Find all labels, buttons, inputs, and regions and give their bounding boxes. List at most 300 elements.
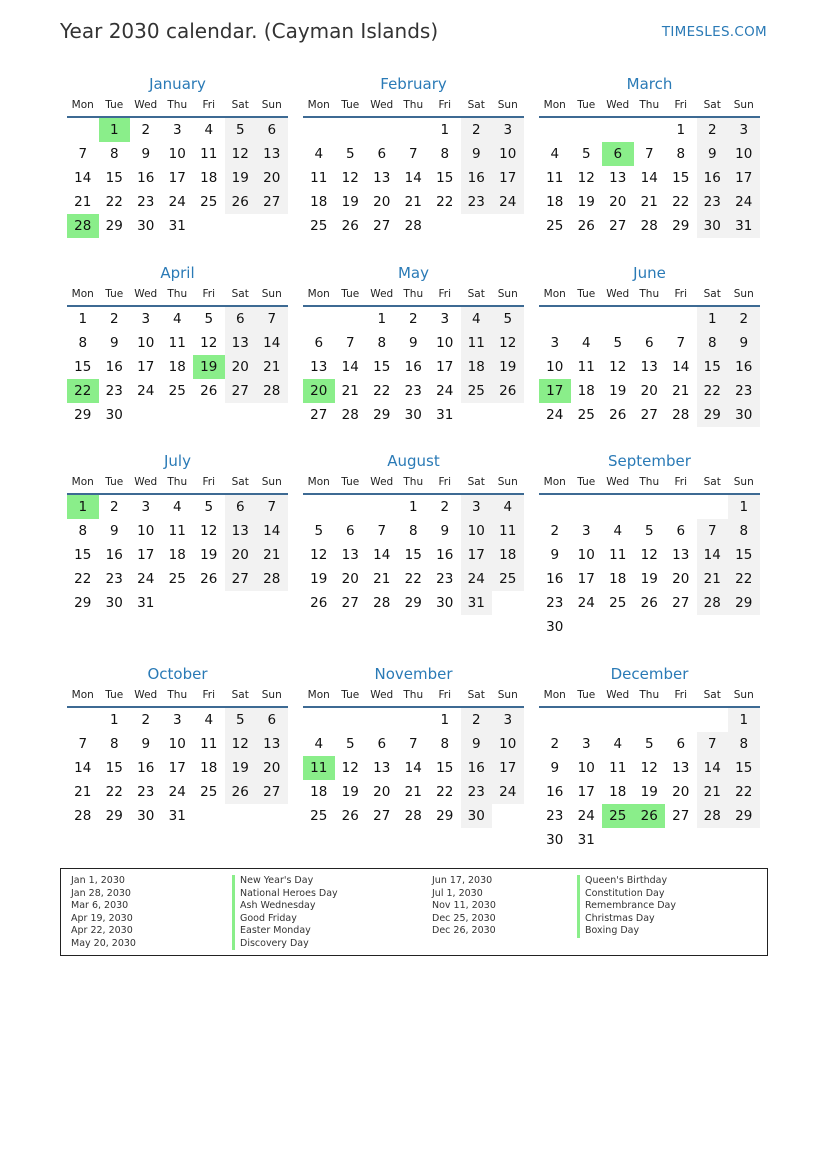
day-cell: 20 <box>640 383 658 399</box>
day-cell: 25 <box>577 407 595 423</box>
weekday-label: Wed <box>370 689 394 701</box>
day-cell: 5 <box>204 499 214 515</box>
day-cell: 28 <box>697 591 729 615</box>
day-cell: 20 <box>672 784 690 800</box>
empty-day <box>634 118 666 142</box>
day-cell: 31 <box>577 832 595 848</box>
day-cell: 24 <box>436 383 454 399</box>
legend-date: Nov 11, 2030 <box>432 900 496 911</box>
day-cell: 6 <box>676 523 686 539</box>
empty-day <box>335 708 367 732</box>
day-cell: 8 <box>78 523 88 539</box>
weekday-label: Wed <box>606 689 630 701</box>
day-cell: 18 <box>492 543 524 567</box>
month-name: June <box>633 264 666 282</box>
empty-day <box>303 495 335 519</box>
day-cell: 29 <box>105 218 123 234</box>
day-cell: 19 <box>225 166 257 190</box>
day-cell: 25 <box>168 571 186 587</box>
day-cell: 11 <box>577 359 595 375</box>
weekday-label: Sun <box>497 288 518 300</box>
day-cell: 3 <box>440 311 450 327</box>
day-cell: 31 <box>436 407 454 423</box>
weekday-label: Sun <box>733 689 754 701</box>
day-cell: 18 <box>546 194 564 210</box>
day-cell: 9 <box>109 523 119 539</box>
day-cell: 23 <box>436 571 454 587</box>
day-cell: 7 <box>697 519 729 543</box>
day-cell: 17 <box>492 166 524 190</box>
day-cell: 27 <box>672 595 690 611</box>
weekday-label: Fri <box>674 288 687 300</box>
weekday-label: Wed <box>606 476 630 488</box>
day-cell: 12 <box>225 732 257 756</box>
day-cell: 27 <box>640 407 658 423</box>
day-cell: 14 <box>341 359 359 375</box>
weekday-label: Sat <box>703 288 721 300</box>
page-title: Year 2030 calendar. (Cayman Islands) <box>60 19 439 43</box>
month-name: October <box>147 665 208 683</box>
day-cell: 7 <box>697 732 729 756</box>
day-cell: 13 <box>672 760 690 776</box>
day-cell: 19 <box>341 194 359 210</box>
weekday-label: Sat <box>231 476 249 488</box>
day-cell: 13 <box>672 547 690 563</box>
day-cell: 2 <box>440 499 450 515</box>
day-cell: 19 <box>492 355 524 379</box>
day-cell: 27 <box>341 595 359 611</box>
day-cell: 27 <box>256 780 288 804</box>
day-cell: 30 <box>461 804 493 828</box>
month-name: April <box>160 264 195 282</box>
day-cell: 4 <box>550 146 560 162</box>
day-cell: 9 <box>141 736 151 752</box>
day-cell: 8 <box>78 335 88 351</box>
weekday-label: Thu <box>403 689 424 701</box>
day-grid <box>303 118 524 238</box>
weekday-label: Thu <box>403 99 424 111</box>
day-cell: 17 <box>492 756 524 780</box>
day-cell: 28 <box>256 379 288 403</box>
weekday-label: Sun <box>733 476 754 488</box>
day-cell: 11 <box>461 331 493 355</box>
holiday-day-cell: 6 <box>602 142 634 166</box>
empty-day <box>571 118 603 142</box>
day-cell: 1 <box>697 307 729 331</box>
day-cell: 18 <box>200 760 218 776</box>
empty-day <box>665 708 697 732</box>
day-cell: 14 <box>404 760 422 776</box>
day-cell: 21 <box>404 784 422 800</box>
day-cell: 9 <box>109 335 119 351</box>
day-cell: 5 <box>345 736 355 752</box>
day-cell: 9 <box>440 523 450 539</box>
weekday-label: Sat <box>703 476 721 488</box>
day-cell: 21 <box>341 383 359 399</box>
month-october <box>67 662 288 828</box>
day-cell: 21 <box>697 567 729 591</box>
day-cell: 4 <box>613 736 623 752</box>
day-cell: 17 <box>168 170 186 186</box>
holiday-day-cell: 17 <box>539 379 571 403</box>
day-cell: 28 <box>373 595 391 611</box>
day-cell: 4 <box>581 335 591 351</box>
day-cell: 3 <box>141 499 151 515</box>
day-cell: 26 <box>200 571 218 587</box>
weekday-label: Tue <box>341 288 360 300</box>
legend-date: Jan 1, 2030 <box>71 875 125 886</box>
month-name: July <box>164 452 191 470</box>
month-name: November <box>374 665 453 683</box>
day-cell: 19 <box>200 547 218 563</box>
day-cell: 5 <box>204 311 214 327</box>
day-cell: 17 <box>577 571 595 587</box>
day-cell: 16 <box>137 760 155 776</box>
weekday-label: Sun <box>497 99 518 111</box>
weekday-label: Thu <box>639 476 660 488</box>
day-cell: 29 <box>697 403 729 427</box>
weekday-label: Fri <box>438 99 451 111</box>
day-cell: 13 <box>373 760 391 776</box>
day-cell: 4 <box>172 311 182 327</box>
empty-day <box>335 495 367 519</box>
day-cell: 10 <box>728 142 760 166</box>
weekday-label: Mon <box>307 99 330 111</box>
day-cell: 3 <box>461 495 493 519</box>
month-march <box>539 72 760 238</box>
day-cell: 17 <box>577 784 595 800</box>
day-cell: 25 <box>200 784 218 800</box>
day-cell: 22 <box>436 784 454 800</box>
weekday-label: Fri <box>438 288 451 300</box>
weekday-label: Thu <box>639 689 660 701</box>
day-cell: 13 <box>373 170 391 186</box>
weekday-label: Mon <box>543 689 566 701</box>
day-cell: 12 <box>640 547 658 563</box>
day-cell: 23 <box>137 194 155 210</box>
day-cell: 15 <box>436 170 454 186</box>
day-cell: 18 <box>168 359 186 375</box>
day-cell: 7 <box>256 495 288 519</box>
legend-date: Dec 25, 2030 <box>432 912 496 924</box>
weekday-header <box>303 686 524 708</box>
day-cell: 17 <box>436 359 454 375</box>
day-cell: 13 <box>225 331 257 355</box>
day-cell: 21 <box>697 780 729 804</box>
day-cell: 20 <box>256 756 288 780</box>
day-cell: 27 <box>310 407 328 423</box>
day-cell: 22 <box>373 383 391 399</box>
day-cell: 21 <box>74 194 92 210</box>
day-cell: 18 <box>310 784 328 800</box>
day-cell: 29 <box>728 804 760 828</box>
day-cell: 9 <box>550 547 560 563</box>
day-cell: 25 <box>310 808 328 824</box>
weekday-label: Thu <box>403 476 424 488</box>
day-cell: 3 <box>581 523 591 539</box>
day-cell: 10 <box>168 146 186 162</box>
day-cell: 16 <box>728 355 760 379</box>
weekday-label: Fri <box>674 689 687 701</box>
day-cell: 4 <box>613 523 623 539</box>
day-cell: 18 <box>577 383 595 399</box>
empty-day <box>539 307 571 331</box>
empty-day <box>366 708 398 732</box>
day-cell: 7 <box>377 523 387 539</box>
weekday-label: Mon <box>543 476 566 488</box>
day-cell: 9 <box>461 732 493 756</box>
weekday-label: Thu <box>639 99 660 111</box>
weekday-label: Tue <box>341 99 360 111</box>
day-cell: 1 <box>440 122 450 138</box>
day-cell: 5 <box>492 307 524 331</box>
day-cell: 26 <box>310 595 328 611</box>
legend-holiday-name: Constitution Day <box>577 888 676 901</box>
weekday-header <box>67 96 288 118</box>
day-cell: 6 <box>345 523 355 539</box>
day-cell: 24 <box>168 194 186 210</box>
day-cell: 15 <box>728 756 760 780</box>
day-cell: 16 <box>546 571 564 587</box>
weekday-header <box>67 686 288 708</box>
day-cell: 2 <box>697 118 729 142</box>
day-cell: 21 <box>640 194 658 210</box>
weekday-label: Wed <box>606 288 630 300</box>
day-cell: 12 <box>341 760 359 776</box>
day-cell: 14 <box>404 170 422 186</box>
weekday-label: Thu <box>167 99 188 111</box>
weekday-label: Mon <box>543 288 566 300</box>
day-grid <box>67 307 288 427</box>
weekday-label: Sun <box>261 689 282 701</box>
day-cell: 13 <box>341 547 359 563</box>
empty-day <box>571 708 603 732</box>
day-cell: 7 <box>408 146 418 162</box>
weekday-label: Mon <box>543 99 566 111</box>
day-cell: 10 <box>492 142 524 166</box>
day-cell: 11 <box>546 170 564 186</box>
day-cell: 29 <box>373 407 391 423</box>
day-cell: 14 <box>697 756 729 780</box>
day-cell: 24 <box>577 808 595 824</box>
day-cell: 8 <box>728 519 760 543</box>
day-cell: 8 <box>377 335 387 351</box>
day-cell: 2 <box>408 311 418 327</box>
day-cell: 7 <box>256 307 288 331</box>
day-cell: 6 <box>225 495 257 519</box>
day-cell: 5 <box>314 523 324 539</box>
holiday-day-cell: 1 <box>99 118 131 142</box>
weekday-label: Wed <box>370 476 394 488</box>
day-cell: 27 <box>609 218 627 234</box>
day-cell: 24 <box>461 567 493 591</box>
weekday-label: Tue <box>577 476 596 488</box>
holiday-legend <box>60 868 768 956</box>
day-cell: 26 <box>577 218 595 234</box>
day-cell: 30 <box>546 832 564 848</box>
day-cell: 19 <box>225 756 257 780</box>
day-cell: 29 <box>404 595 422 611</box>
weekday-header <box>67 473 288 495</box>
day-cell: 11 <box>310 170 328 186</box>
weekday-label: Wed <box>134 99 158 111</box>
day-cell: 31 <box>728 214 760 238</box>
legend-dates-left <box>71 875 136 950</box>
holiday-day-cell: 19 <box>193 355 225 379</box>
weekday-label: Fri <box>438 476 451 488</box>
weekday-label: Mon <box>307 476 330 488</box>
weekday-label: Tue <box>341 476 360 488</box>
empty-day <box>366 118 398 142</box>
empty-day <box>539 118 571 142</box>
day-cell: 28 <box>341 407 359 423</box>
day-cell: 3 <box>141 311 151 327</box>
day-cell: 19 <box>341 784 359 800</box>
day-cell: 4 <box>492 495 524 519</box>
day-cell: 22 <box>404 571 422 587</box>
day-cell: 24 <box>546 407 564 423</box>
day-cell: 17 <box>168 760 186 776</box>
weekday-label: Thu <box>167 476 188 488</box>
empty-day <box>665 495 697 519</box>
holiday-day-cell: 22 <box>67 379 99 403</box>
empty-day <box>634 495 666 519</box>
weekday-label: Wed <box>134 689 158 701</box>
site-link[interactable]: TIMESLES.COM <box>661 24 767 40</box>
day-cell: 2 <box>550 736 560 752</box>
weekday-label: Wed <box>134 476 158 488</box>
month-name: January <box>149 75 206 93</box>
weekday-label: Tue <box>105 288 124 300</box>
weekday-label: Fri <box>674 99 687 111</box>
weekday-label: Wed <box>370 288 394 300</box>
day-cell: 5 <box>225 708 257 732</box>
empty-day <box>398 708 430 732</box>
weekday-label: Tue <box>577 99 596 111</box>
day-cell: 15 <box>436 760 454 776</box>
day-cell: 24 <box>492 190 524 214</box>
day-cell: 24 <box>577 595 595 611</box>
holiday-day-cell: 25 <box>602 804 634 828</box>
day-cell: 12 <box>609 359 627 375</box>
weekday-label: Sat <box>703 689 721 701</box>
day-cell: 15 <box>373 359 391 375</box>
holiday-day-cell: 1 <box>67 495 99 519</box>
day-cell: 2 <box>141 712 151 728</box>
day-cell: 8 <box>109 146 119 162</box>
day-cell: 27 <box>672 808 690 824</box>
day-cell: 29 <box>74 407 92 423</box>
weekday-label: Tue <box>341 689 360 701</box>
day-cell: 16 <box>461 166 493 190</box>
weekday-label: Sat <box>231 689 249 701</box>
day-cell: 16 <box>461 756 493 780</box>
day-cell: 23 <box>546 808 564 824</box>
day-cell: 1 <box>676 122 686 138</box>
day-cell: 29 <box>436 808 454 824</box>
day-cell: 11 <box>609 760 627 776</box>
weekday-label: Mon <box>307 689 330 701</box>
day-cell: 30 <box>105 595 123 611</box>
day-cell: 31 <box>168 218 186 234</box>
day-cell: 6 <box>377 146 387 162</box>
day-cell: 22 <box>697 379 729 403</box>
day-cell: 10 <box>137 335 155 351</box>
day-cell: 2 <box>109 311 119 327</box>
day-grid <box>303 307 524 427</box>
day-cell: 17 <box>137 359 155 375</box>
day-cell: 10 <box>546 359 564 375</box>
day-cell: 11 <box>168 335 186 351</box>
empty-day <box>335 307 367 331</box>
day-cell: 29 <box>74 595 92 611</box>
day-cell: 9 <box>408 335 418 351</box>
day-cell: 24 <box>137 571 155 587</box>
day-cell: 10 <box>577 547 595 563</box>
day-cell: 27 <box>373 218 391 234</box>
day-cell: 16 <box>697 166 729 190</box>
day-cell: 20 <box>373 784 391 800</box>
day-cell: 2 <box>109 499 119 515</box>
month-august <box>303 449 524 615</box>
day-cell: 8 <box>728 732 760 756</box>
empty-day <box>571 307 603 331</box>
holiday-day-cell: 11 <box>303 756 335 780</box>
day-cell: 27 <box>256 190 288 214</box>
day-cell: 24 <box>137 383 155 399</box>
day-cell: 16 <box>105 359 123 375</box>
day-cell: 12 <box>492 331 524 355</box>
day-cell: 26 <box>200 383 218 399</box>
day-cell: 5 <box>613 335 623 351</box>
month-name: September <box>608 452 691 470</box>
empty-day <box>697 495 729 519</box>
day-cell: 6 <box>256 708 288 732</box>
weekday-label: Tue <box>105 689 124 701</box>
legend-holiday-name: Ash Wednesday <box>232 900 338 913</box>
weekday-label: Tue <box>105 99 124 111</box>
legend-holiday-name: Christmas Day <box>577 913 676 926</box>
day-cell: 21 <box>404 194 422 210</box>
day-cell: 9 <box>461 142 493 166</box>
day-cell: 13 <box>256 732 288 756</box>
day-cell: 25 <box>492 567 524 591</box>
day-cell: 26 <box>341 808 359 824</box>
empty-day <box>602 708 634 732</box>
holiday-day-cell: 26 <box>634 804 666 828</box>
weekday-label: Sun <box>261 476 282 488</box>
month-september <box>539 449 760 639</box>
weekday-label: Tue <box>577 689 596 701</box>
day-cell: 10 <box>577 760 595 776</box>
day-cell: 21 <box>256 543 288 567</box>
day-cell: 28 <box>672 407 690 423</box>
day-cell: 3 <box>728 118 760 142</box>
day-cell: 12 <box>200 523 218 539</box>
legend-date: Jun 17, 2030 <box>432 875 493 886</box>
day-cell: 15 <box>728 543 760 567</box>
day-cell: 2 <box>461 708 493 732</box>
day-cell: 31 <box>168 808 186 824</box>
day-cell: 1 <box>109 712 119 728</box>
weekday-label: Sun <box>497 689 518 701</box>
day-cell: 1 <box>78 311 88 327</box>
legend-holiday-name: Boxing Day <box>577 925 676 938</box>
legend-holiday-name: Discovery Day <box>232 938 338 951</box>
weekday-label: Fri <box>438 689 451 701</box>
day-cell: 23 <box>461 780 493 804</box>
day-cell: 28 <box>256 567 288 591</box>
